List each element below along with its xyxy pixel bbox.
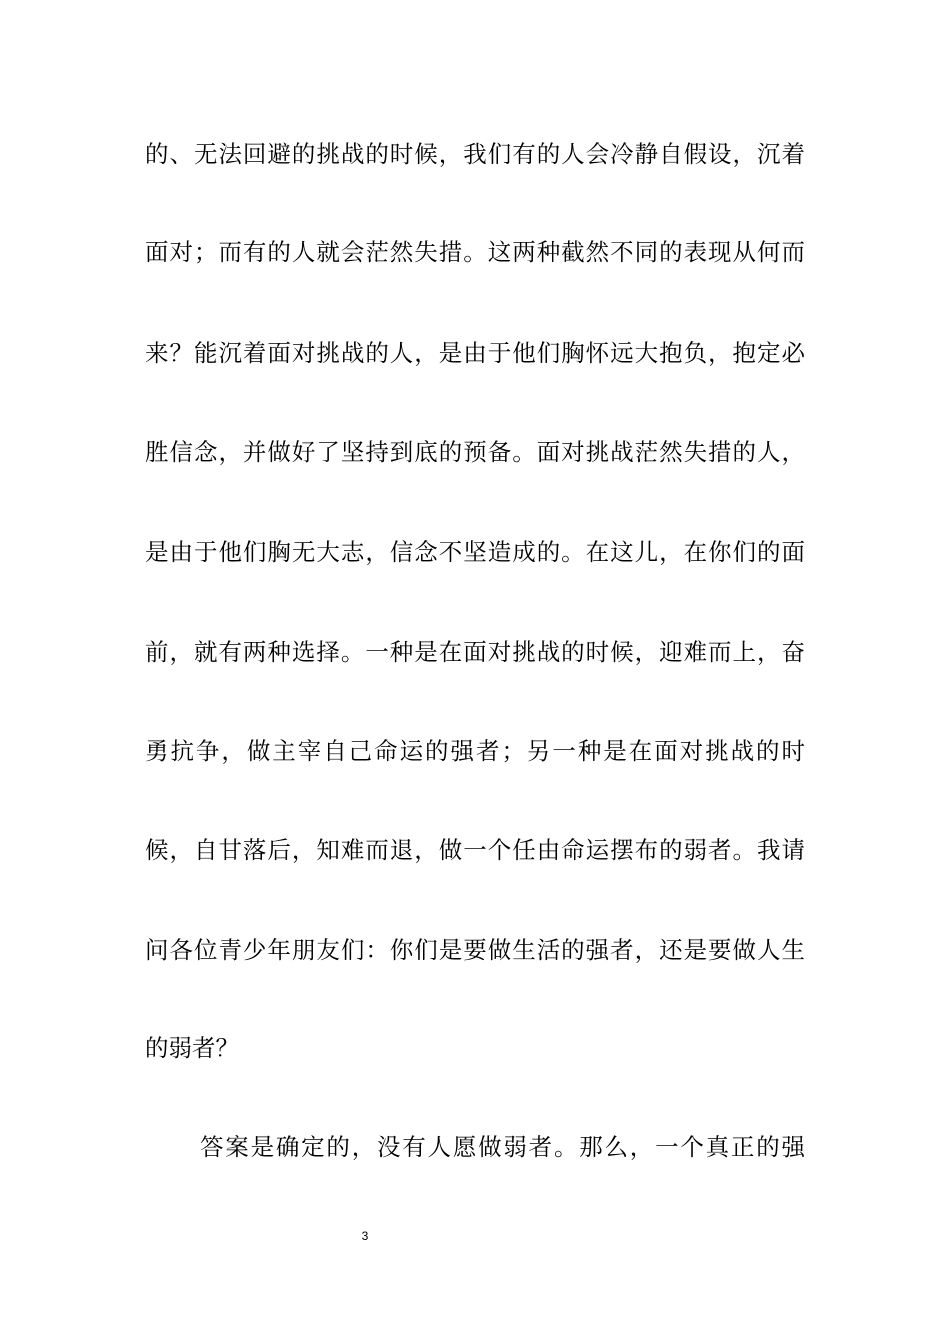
text-line-9: 问各位青少年朋友们：你们是要做生活的强者，还是要做人生 [145, 936, 805, 964]
text-line-4: 胜信念，并做好了坚持到底的预备。面对挑战茫然失措的人， [145, 438, 805, 466]
text-line-10: 的弱者？ [145, 1034, 239, 1062]
text-line-7: 勇抗争，做主宰自己命运的强者；另一种是在面对挑战的时 [145, 737, 805, 765]
text-line-1: 的、无法回避的挑战的时候，我们有的人会冷静自假设，沉着 [145, 140, 805, 168]
text-line-11: 答案是确定的，没有人愿做弱者。那么，一个真正的强 [200, 1133, 805, 1161]
text-line-8: 候，自甘落后，知难而退，做一个任由命运摆布的弱者。我请 [145, 836, 805, 864]
text-line-3: 来？能沉着面对挑战的人，是由于他们胸怀远大抱负，抱定必 [145, 339, 805, 367]
page-number: 3 [361, 1229, 369, 1243]
text-line-5: 是由于他们胸无大志，信念不坚造成的。在这儿，在你们的面 [145, 538, 805, 566]
text-line-2: 面对；而有的人就会茫然失措。这两种截然不同的表现从何而 [145, 238, 805, 266]
text-line-6: 前，就有两种选择。一种是在面对挑战的时候，迎难而上，奋 [145, 638, 805, 666]
